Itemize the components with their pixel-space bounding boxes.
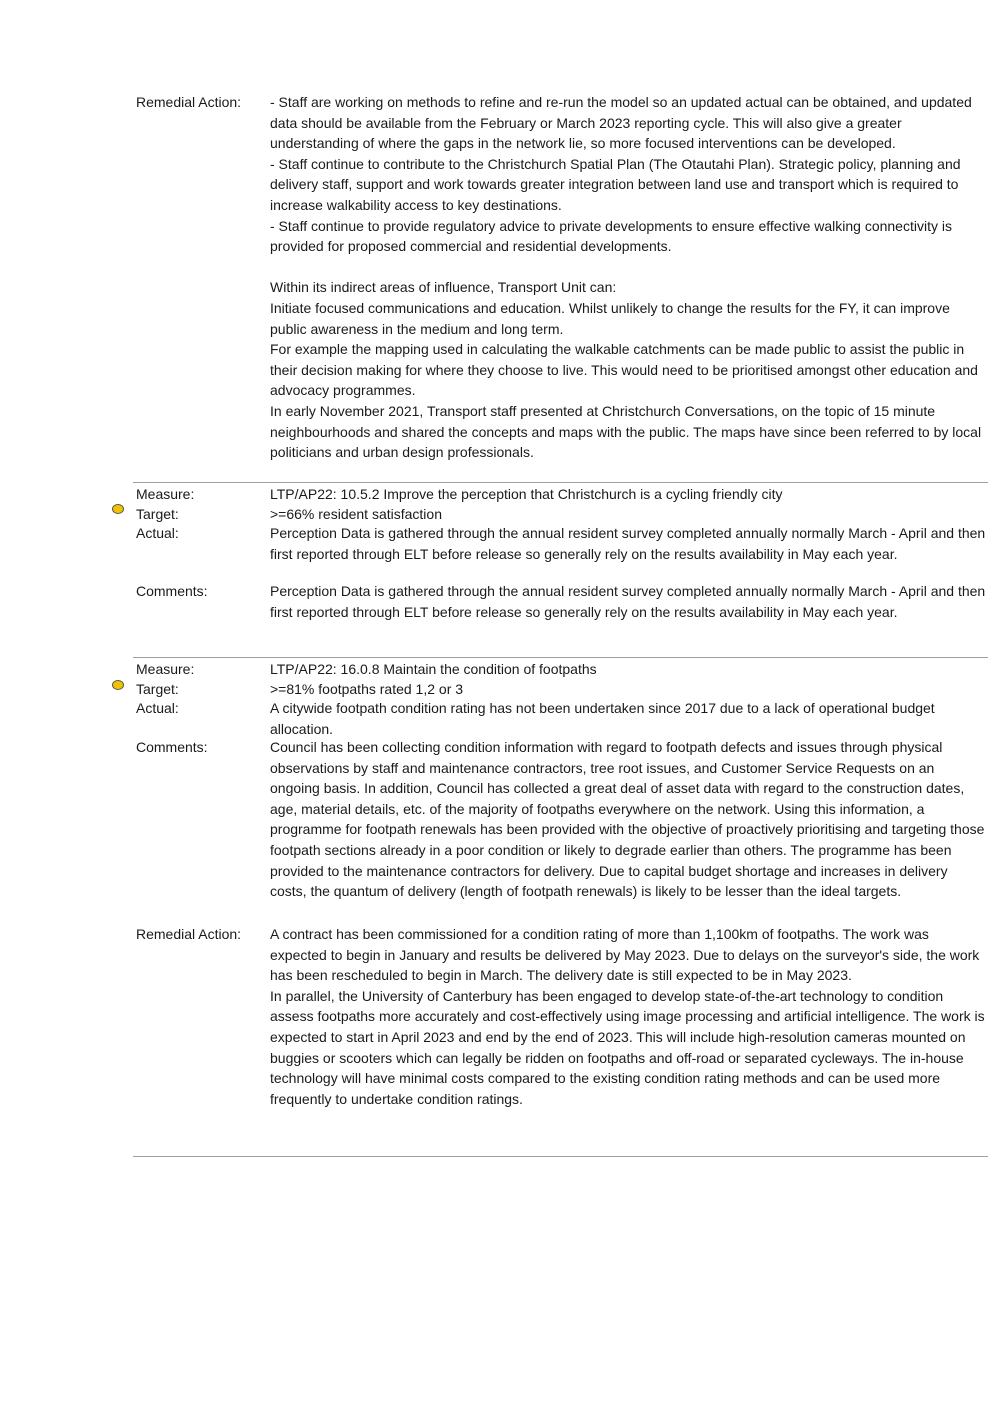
target-label: Target:	[136, 505, 179, 522]
comments-label: Comments:	[136, 583, 208, 599]
section-divider	[133, 1156, 988, 1157]
comments-text: Perception Data is gathered through the annual resident survey completed annually normally March - April and then first reported through ELT before release so generally rely on the results availability in May each year.	[270, 583, 986, 620]
remedial-paragraph: In early November 2021, Transport staff presented at Christchurch Conversations, on the topic of 15 minute neighbourhoods and shared the concepts and maps with the public. The maps have since been referred to by local politicians and urban design professionals.	[270, 402, 982, 461]
remedial-paragraph: - Staff continue to provide regulatory advice to private developments to ensure effective walking connectivity is provided for proposed commercial and residential developments.	[270, 217, 952, 255]
target-label: Target:	[136, 680, 179, 697]
remedial-paragraph: - Staff are working on methods to refine and re-run the model so an updated actual can be obtained, and updated data should be available from the February or March 2023 reporting cycle. This will also give a greater understanding of where the gaps in the network lie, so more focused interventions can be developed.	[270, 94, 972, 152]
measure-label: Measure:	[136, 661, 195, 677]
remedial-action-text	[270, 924, 988, 1109]
comments-label: Comments:	[136, 739, 208, 755]
measure-block-footpaths	[136, 659, 988, 1119]
remedial-paragraph: In parallel, the University of Canterbury has been engaged to develop state-of-the-art technology to condition assess footpaths more accurately and cost-effectively using image processing and artificial intelligence. The work is expected to start in April 2023 and end by the end of 2023. This will include high-resolution cameras mounted on buggies or scooters which can legally be ridden on footpaths and off-road or separated cycleways. The in-house technology will have minimal costs compared to the existing condition rating methods and can be used more frequently to undertake condition ratings.	[270, 987, 985, 1107]
status-indicator-dot	[112, 680, 124, 690]
remedial-paragraph: Within its indirect areas of influence, Transport Unit can:	[270, 279, 617, 296]
remedial-spacer	[270, 257, 988, 278]
remedial-action-text	[270, 92, 988, 463]
status-indicator-dot	[112, 504, 124, 514]
remedial-action-label: Remedial Action:	[136, 926, 242, 942]
target-text: >=66% resident satisfaction	[270, 505, 442, 522]
remedial-paragraph: For example the mapping used in calculating the walkable catchments can be made public to assist the public in their decision making for where they choose to live. This would need to be prioritised amongst other education and advocacy programmes.	[270, 341, 978, 399]
comments-text: Council has been collecting condition information with regard to footpath defects and issues through physical observations by staff and maintenance contractors, tree root issues, and Customer Service Requests on an ongoing basis. In addition, Council has collected a great deal of asset data with regard to the construction dates, age, material details, etc. of the majority of footpaths everywhere on the network. Using this information, a programme for footpath renewals has been provided with the objective of proactively prioritising and targeting those footpath sections already in a poor condition or likely to degrade earlier than others. The programme has been provided to the maintenance contractors for delivery. Due to capital budget shortage and increases in delivery costs, the quantum of delivery (length of footpath renewals) is likely to be lesser than the ideal targets.	[270, 739, 985, 900]
target-text: >=81% footpaths rated 1,2 or 3	[270, 680, 464, 697]
measure-block-cycling	[136, 484, 988, 634]
actual-text: A citywide footpath condition rating has not been undertaken since 2017 due to a lack of operational budget allocation.	[270, 700, 935, 737]
measure-text: LTP/AP22: 10.5.2 Improve the perception that Christchurch is a cycling friendly city	[270, 486, 783, 502]
measure-text: LTP/AP22: 16.0.8 Maintain the condition of footpaths	[270, 661, 597, 677]
section-divider	[133, 482, 988, 483]
remedial-paragraph: - Staff continue to contribute to the Christchurch Spatial Plan (The Otautahi Plan). Strategic policy, planning and delivery staff, support and work towards greater integration between land use and transport which is required to increase walkability access to key destinations.	[270, 155, 961, 213]
measure-label: Measure:	[136, 486, 195, 502]
remedial-paragraph: Initiate focused communications and education. Whilst unlikely to change the results for the FY, it can improve public awareness in the medium and long term.	[270, 299, 950, 337]
section-divider	[133, 657, 988, 658]
actual-label: Actual:	[136, 525, 179, 541]
actual-text: Perception Data is gathered through the annual resident survey completed annually normally March - April and then first reported through ELT before release so generally rely on the results availability in May each year.	[270, 525, 986, 562]
remedial-paragraph: A contract has been commissioned for a condition rating of more than 1,100km of footpaths. The work was expected to begin in January and results be delivered by May 2023. Due to delays on the surveyor's side, the work has been rescheduled to begin in March. The delivery date is still expected to be in May 2023.	[270, 926, 980, 984]
actual-label: Actual:	[136, 700, 179, 716]
remedial-action-label: Remedial Action:	[136, 94, 242, 110]
